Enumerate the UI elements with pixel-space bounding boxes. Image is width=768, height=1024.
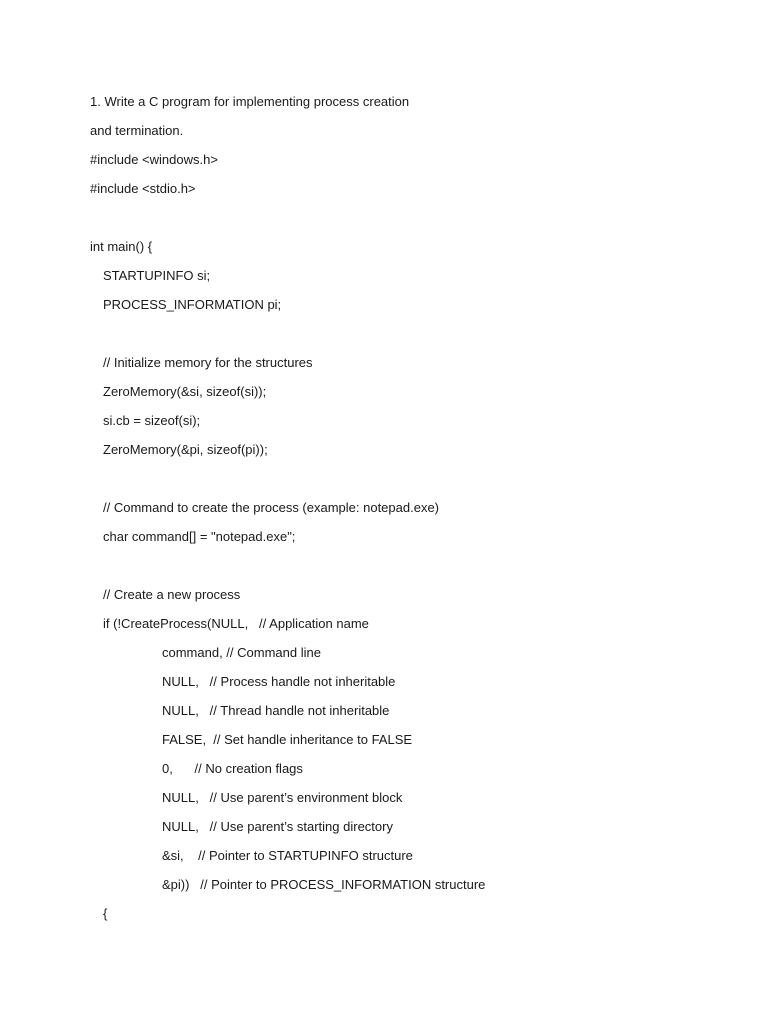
text-line: // Create a new process	[103, 587, 241, 602]
text-line: // Initialize memory for the structures	[103, 355, 313, 370]
text-line: NULL, // Thread handle not inheritable	[162, 703, 390, 718]
text-line: 1. Write a C program for implementing process creation	[90, 94, 410, 109]
text-line: int main() {	[90, 239, 153, 254]
text-line: ZeroMemory(&pi, sizeof(pi));	[103, 442, 268, 457]
text-line: PROCESS_INFORMATION pi;	[103, 297, 282, 312]
text-line: and termination.	[90, 123, 184, 138]
text-line: NULL, // Process handle not inheritable	[162, 674, 396, 689]
text-line: {	[103, 906, 108, 921]
text-line: si.cb = sizeof(si);	[103, 413, 201, 428]
text-line: ZeroMemory(&si, sizeof(si));	[103, 384, 267, 399]
text-line: &si, // Pointer to STARTUPINFO structure	[162, 848, 413, 863]
text-line: 0, // No creation flags	[162, 761, 303, 776]
text-line: #include <windows.h>	[90, 152, 218, 167]
text-line: STARTUPINFO si;	[103, 268, 211, 283]
text-line: NULL, // Use parent’s starting directory	[162, 819, 393, 834]
text-line: #include <stdio.h>	[90, 181, 196, 196]
blank-line	[90, 324, 730, 353]
text-line: command, // Command line	[162, 645, 321, 660]
blank-line	[90, 469, 730, 498]
text-line: NULL, // Use parent’s environment block	[162, 790, 403, 805]
text-line: char command[] = "notepad.exe";	[103, 529, 296, 544]
document-body	[90, 92, 730, 933]
text-line: FALSE, // Set handle inheritance to FALSE	[162, 732, 413, 747]
blank-line	[90, 556, 730, 585]
blank-line	[90, 208, 730, 237]
text-line: if (!CreateProcess(NULL, // Application name	[103, 616, 369, 631]
text-line: &pi)) // Pointer to PROCESS_INFORMATION structure	[162, 877, 486, 892]
text-line: // Command to create the process (example: notepad.exe)	[103, 500, 440, 515]
